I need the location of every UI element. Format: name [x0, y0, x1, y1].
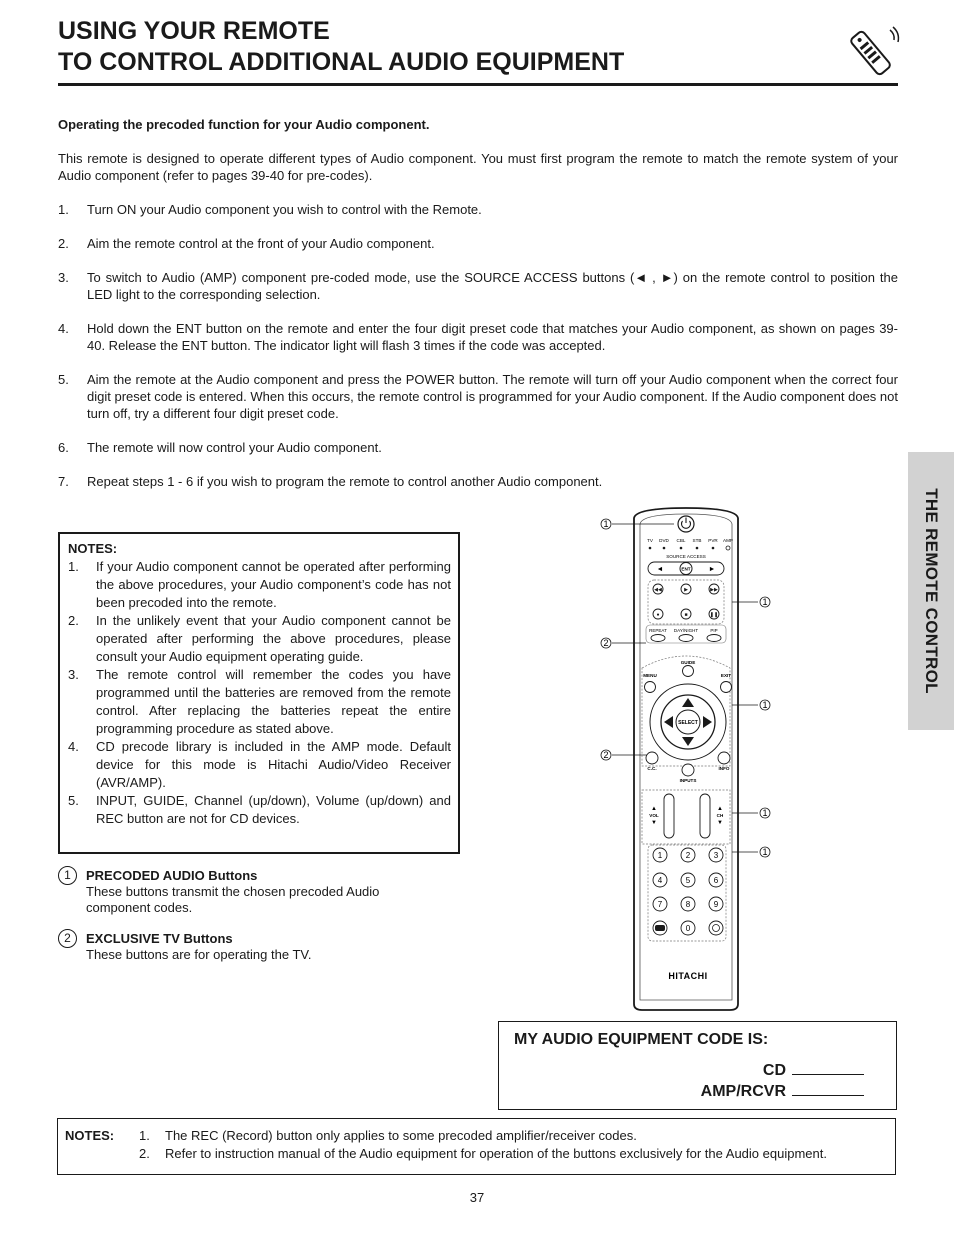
bottom-note-item: [139, 1146, 827, 1161]
note-item: [68, 666, 451, 738]
exit-button[interactable]: [721, 682, 732, 693]
digit-2: 2: [685, 851, 691, 860]
intro-paragraph: This remote is designed to operate different types of Audio component. You must first program the remote to match the remote system of your Audio component (refer to pages 39-40 for pre-codes).: [58, 151, 898, 183]
step-item: [58, 269, 898, 303]
cd-code-blank[interactable]: [792, 1060, 864, 1075]
callout-label: 2: [603, 638, 609, 648]
repeat-label: REPEAT: [649, 628, 667, 633]
note-text: The remote control will remember the codes you have programmed until the batteries are removed from the remote control. After replacing the batteries repeat the entire programming procedure as stated above.: [96, 667, 451, 736]
legend-description: These buttons are for operating the TV.: [86, 947, 312, 962]
notes-box: [58, 532, 460, 854]
digit-1: 1: [657, 851, 663, 860]
day-night-label: DAY/NIGHT: [673, 628, 699, 633]
digit-3: 3: [713, 851, 719, 860]
side-tab-label: THE REMOTE CONTROL: [922, 488, 941, 694]
ent-label: ENT: [681, 566, 691, 572]
steps-list: [58, 201, 898, 490]
source-tv: TV: [647, 538, 653, 543]
note-number: 5.: [68, 793, 79, 808]
digit-9: 9: [713, 900, 719, 909]
step-text: The remote will now control your Audio component.: [87, 440, 382, 455]
volume-rocker[interactable]: [664, 794, 674, 838]
rewind-icon: ◀◀: [654, 587, 662, 593]
step-item: [58, 235, 898, 252]
source-left-arrow-icon: ◄: [656, 566, 664, 573]
page-title: [58, 16, 624, 78]
channel-down-icon: ▼: [717, 820, 723, 826]
callout-marker: 1: [58, 866, 77, 885]
audio-code-box: [498, 1021, 897, 1110]
fast-forward-icon: ▶▶: [710, 587, 718, 593]
channel-up-icon: ▲: [717, 806, 723, 812]
volume-up-icon: ▲: [651, 806, 657, 812]
cc-button[interactable]: [646, 752, 658, 764]
step-number: 7.: [58, 474, 69, 489]
source-cbl: CBL: [676, 538, 686, 543]
legend-title: PRECODED AUDIO Buttons: [86, 868, 258, 883]
step-text: To switch to Audio (AMP) component pre-coded mode, use the SOURCE ACCESS buttons (◄ , ►) on the remote control to position the LED light to the corresponding selection.: [87, 270, 898, 302]
step-number: 3.: [58, 270, 69, 285]
source-access-label: SOURCE ACCESS: [666, 554, 706, 559]
title-line-1: USING YOUR REMOTE: [58, 17, 330, 45]
note-number: 4.: [68, 739, 79, 754]
digit-4: 4: [657, 876, 663, 885]
stop-icon: ■: [684, 612, 688, 618]
select-label: SELECT: [678, 720, 698, 726]
instructions: [58, 116, 898, 507]
callout-label: 1: [762, 700, 768, 710]
note-number: 3.: [68, 667, 79, 682]
note-number: 1.: [68, 559, 79, 574]
callout-label: 1: [762, 847, 768, 857]
callout-marker: 2: [58, 929, 77, 948]
step-number: 6.: [58, 440, 69, 455]
bottom-note-item: [139, 1128, 637, 1143]
vol-label: VOL: [649, 813, 659, 818]
intro-heading: Operating the precoded function for your Audio component.: [58, 117, 430, 132]
note-text: INPUT, GUIDE, Channel (up/down), Volume (up/down) and REC button are not for CD devices.: [96, 793, 451, 826]
pause-icon: ❚❚: [709, 612, 719, 618]
remote-illustration: [590, 504, 790, 1014]
page-number: 37: [469, 1190, 485, 1205]
bottom-note-text: Refer to instruction manual of the Audio equipment for operation of the buttons exclusively for the Audio equipment.: [165, 1146, 827, 1161]
source-stb: STB: [692, 538, 702, 543]
ch-label: CH: [716, 813, 724, 818]
step-number: 1.: [58, 202, 69, 217]
note-item: [68, 792, 451, 828]
note-text: CD precode library is included in the AMP mode. Default device for this mode is Hitachi Audio/Video Receiver (AVR/AMP).: [96, 739, 451, 790]
amp-code-row: [701, 1081, 864, 1101]
remote-control-icon: [846, 24, 902, 80]
amp-rcvr-label: AMP/RCVR: [700, 1083, 786, 1100]
legend-description: These buttons transmit the chosen precoded Audio component codes.: [86, 884, 380, 915]
info-label: INFO: [718, 766, 730, 771]
cd-code-row: [763, 1060, 864, 1080]
step-item: [58, 201, 898, 218]
exit-label: EXIT: [720, 673, 732, 678]
digit-8: 8: [685, 900, 691, 909]
step-number: 4.: [58, 321, 69, 336]
digit-7: 7: [657, 900, 663, 909]
callout-label: 1: [762, 597, 768, 607]
note-item: [68, 612, 451, 666]
record-icon: ●: [656, 612, 660, 618]
bottom-notes-heading: NOTES:: [65, 1128, 115, 1143]
legend-title: EXCLUSIVE TV Buttons: [86, 931, 233, 946]
callout-label: 2: [603, 750, 609, 760]
legend-precoded-audio: [58, 866, 438, 920]
step-text: Aim the remote control at the front of your Audio component.: [87, 236, 435, 251]
note-number: 2.: [68, 613, 79, 628]
note-text: In the unlikely event that your Audio component cannot be operated after performing the above procedures, please consult your Audio equipment operating guide.: [96, 613, 451, 664]
title-line-2: TO CONTROL ADDITIONAL AUDIO EQUIPMENT: [58, 48, 625, 76]
step-item: [58, 439, 898, 456]
bottom-note-text: The REC (Record) button only applies to some precoded amplifier/receiver codes.: [165, 1128, 637, 1143]
digit-0: 0: [685, 924, 691, 933]
guide-button[interactable]: [683, 666, 694, 677]
source-pvr: PVR: [708, 538, 718, 543]
menu-button[interactable]: [645, 682, 656, 693]
pip-label: PIP: [710, 628, 718, 633]
step-text: Aim the remote at the Audio component and press the POWER button. The remote will turn off your Audio component when the correct four digit preset code is entered. When this occurs, the remote control is programmed for your Audio component. If the Audio component does not turn off, try a different four digit preset code.: [87, 372, 898, 421]
step-item: [58, 473, 898, 490]
remote-diagram: [590, 504, 790, 1014]
brand-logo: HITACHI: [668, 971, 708, 981]
guide-label: GUIDE: [680, 660, 696, 665]
bottom-note-number: 1.: [139, 1128, 150, 1143]
callout-label: 1: [762, 808, 768, 818]
digit-6: 6: [713, 876, 719, 885]
step-text: Repeat steps 1 - 6 if you wish to program the remote to control another Audio component.: [87, 474, 603, 489]
note-text: If your Audio component cannot be operated after performing the above procedures, your Audio component’s code has not been precoded into the remote.: [96, 559, 451, 610]
cd-label: CD: [762, 1062, 786, 1079]
dash-icon: [655, 925, 665, 931]
notes-heading: NOTES:: [68, 541, 118, 556]
step-number: 5.: [58, 372, 69, 387]
info-button[interactable]: [718, 752, 730, 764]
inputs-button[interactable]: [682, 764, 694, 776]
step-number: 2.: [58, 236, 69, 251]
digit-5: 5: [685, 876, 691, 885]
volume-down-icon: ▼: [651, 820, 657, 826]
bottom-note-number: 2.: [139, 1146, 150, 1161]
channel-rocker[interactable]: [700, 794, 710, 838]
source-dvd: DVD: [659, 538, 669, 543]
title-divider: [58, 83, 898, 86]
bottom-notes: [57, 1118, 896, 1175]
amp-code-blank[interactable]: [792, 1081, 864, 1096]
note-item: [68, 738, 451, 792]
code-box-title: MY AUDIO EQUIPMENT CODE IS:: [514, 1031, 769, 1048]
inputs-label: INPUTS: [679, 778, 697, 783]
menu-label: MENU: [643, 673, 657, 678]
cc-label: C.C.: [647, 766, 657, 771]
step-item: [58, 371, 898, 422]
side-tab: [908, 452, 954, 730]
step-item: [58, 320, 898, 354]
step-text: Hold down the ENT button on the remote and enter the four digit preset code that matches your Audio component, as shown on pages 39-40. Release the ENT button. The indicator light will flash 3 times if the code was accepted.: [87, 321, 898, 353]
notes-list: [68, 558, 451, 828]
source-amp: AMP: [723, 538, 733, 543]
note-item: [68, 558, 451, 612]
legend-exclusive-tv: [58, 929, 438, 969]
function-buttons: [651, 635, 721, 642]
source-right-arrow-icon: ►: [708, 566, 716, 573]
step-text: Turn ON your Audio component you wish to control with the Remote.: [87, 202, 482, 217]
play-icon: ▶: [684, 587, 688, 593]
callout-label: 1: [603, 519, 609, 529]
